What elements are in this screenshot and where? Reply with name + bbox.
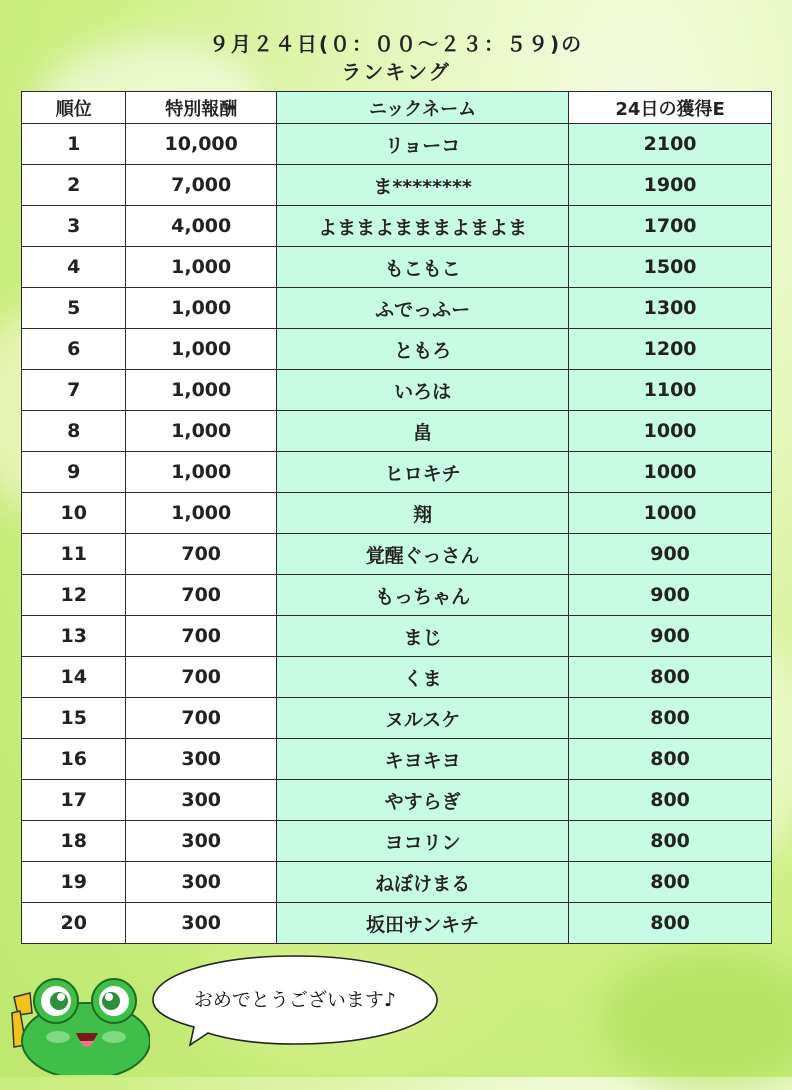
table-header-row (22, 92, 772, 124)
reward-cell: 300 (126, 862, 277, 903)
nickname-cell: やすらぎ (277, 780, 569, 821)
rank-cell: 1 (22, 124, 126, 165)
score-cell: 1000 (569, 452, 772, 493)
score-cell: 800 (569, 739, 772, 780)
nickname-cell: 畠 (277, 411, 569, 452)
nickname-cell: キヨキヨ (277, 739, 569, 780)
score-cell: 800 (569, 821, 772, 862)
rank-cell: 15 (22, 698, 126, 739)
nickname-cell: いろは (277, 370, 569, 411)
table-row (22, 657, 772, 698)
table-row (22, 616, 772, 657)
nickname-cell: もっちゃん (277, 575, 569, 616)
nickname-cell: ま******** (277, 165, 569, 206)
reward-cell: 700 (126, 534, 277, 575)
rank-cell: 7 (22, 370, 126, 411)
nickname-cell: 翔 (277, 493, 569, 534)
rank-cell: 13 (22, 616, 126, 657)
score-cell: 800 (569, 780, 772, 821)
reward-cell: 10,000 (126, 124, 277, 165)
score-cell: 1100 (569, 370, 772, 411)
table-row (22, 206, 772, 247)
table-row (22, 493, 772, 534)
score-cell: 900 (569, 616, 772, 657)
nickname-cell: ヒロキチ (277, 452, 569, 493)
score-cell: 1500 (569, 247, 772, 288)
score-cell: 800 (569, 657, 772, 698)
table-row (22, 165, 772, 206)
rank-cell: 19 (22, 862, 126, 903)
score-cell: 800 (569, 698, 772, 739)
frog-mascot-icon (10, 975, 150, 1075)
nickname-cell: よままよまままよまよま (277, 206, 569, 247)
table-row (22, 288, 772, 329)
table-row (22, 534, 772, 575)
nickname-cell: まじ (277, 616, 569, 657)
table-row (22, 329, 772, 370)
reward-cell: 1,000 (126, 247, 277, 288)
score-cell: 1000 (569, 493, 772, 534)
table-row (22, 780, 772, 821)
reward-cell: 700 (126, 698, 277, 739)
score-cell: 800 (569, 903, 772, 944)
reward-cell: 1,000 (126, 329, 277, 370)
reward-cell: 300 (126, 739, 277, 780)
reward-cell: 1,000 (126, 370, 277, 411)
table-row (22, 903, 772, 944)
nickname-cell: もこもこ (277, 247, 569, 288)
rank-cell: 17 (22, 780, 126, 821)
reward-cell: 300 (126, 903, 277, 944)
reward-cell: 700 (126, 575, 277, 616)
congratulations-message: おめでとうございます♪ (193, 989, 397, 1011)
header-score: 24日の獲得E (569, 92, 772, 124)
reward-cell: 300 (126, 780, 277, 821)
score-cell: 1700 (569, 206, 772, 247)
nickname-cell: リョーコ (277, 124, 569, 165)
table-row (22, 575, 772, 616)
score-cell: 900 (569, 575, 772, 616)
rank-cell: 20 (22, 903, 126, 944)
rank-cell: 5 (22, 288, 126, 329)
nickname-cell: くま (277, 657, 569, 698)
rank-cell: 16 (22, 739, 126, 780)
nickname-cell: ねぼけまる (277, 862, 569, 903)
reward-cell: 7,000 (126, 165, 277, 206)
rank-cell: 8 (22, 411, 126, 452)
ranking-table (21, 91, 772, 944)
ranking-body (22, 124, 772, 944)
reward-cell: 4,000 (126, 206, 277, 247)
title-line-1: ９月２４日(０：００～２３：５９)の (208, 32, 584, 56)
rank-cell: 9 (22, 452, 126, 493)
score-cell: 1300 (569, 288, 772, 329)
score-cell: 900 (569, 534, 772, 575)
table-row (22, 247, 772, 288)
table-row (22, 452, 772, 493)
reward-cell: 700 (126, 657, 277, 698)
score-cell: 2100 (569, 124, 772, 165)
reward-cell: 300 (126, 821, 277, 862)
reward-cell: 1,000 (126, 288, 277, 329)
table-row (22, 821, 772, 862)
table-row (22, 124, 772, 165)
rank-cell: 6 (22, 329, 126, 370)
nickname-cell: ヨコリン (277, 821, 569, 862)
rank-cell: 14 (22, 657, 126, 698)
rank-cell: 11 (22, 534, 126, 575)
score-cell: 1200 (569, 329, 772, 370)
score-cell: 1900 (569, 165, 772, 206)
table-row (22, 411, 772, 452)
table-row (22, 370, 772, 411)
rank-cell: 10 (22, 493, 126, 534)
table-row (22, 862, 772, 903)
header-reward: 特別報酬 (126, 92, 277, 124)
nickname-cell: ヌルスケ (277, 698, 569, 739)
background-glow (600, 950, 792, 1090)
title-line-2: ランキング (341, 60, 451, 84)
score-cell: 800 (569, 862, 772, 903)
header-nickname: ニックネーム (277, 92, 569, 124)
reward-cell: 1,000 (126, 411, 277, 452)
rank-cell: 12 (22, 575, 126, 616)
nickname-cell: ふでっふー (277, 288, 569, 329)
reward-cell: 700 (126, 616, 277, 657)
rank-cell: 4 (22, 247, 126, 288)
header-rank: 順位 (22, 92, 126, 124)
rank-cell: 3 (22, 206, 126, 247)
reward-cell: 1,000 (126, 493, 277, 534)
rank-cell: 2 (22, 165, 126, 206)
page-title (0, 30, 792, 86)
nickname-cell: ともろ (277, 329, 569, 370)
nickname-cell: 坂田サンキチ (277, 903, 569, 944)
score-cell: 1000 (569, 411, 772, 452)
nickname-cell: 覚醒ぐっさん (277, 534, 569, 575)
rank-cell: 18 (22, 821, 126, 862)
table-row (22, 739, 772, 780)
table-row (22, 698, 772, 739)
reward-cell: 1,000 (126, 452, 277, 493)
